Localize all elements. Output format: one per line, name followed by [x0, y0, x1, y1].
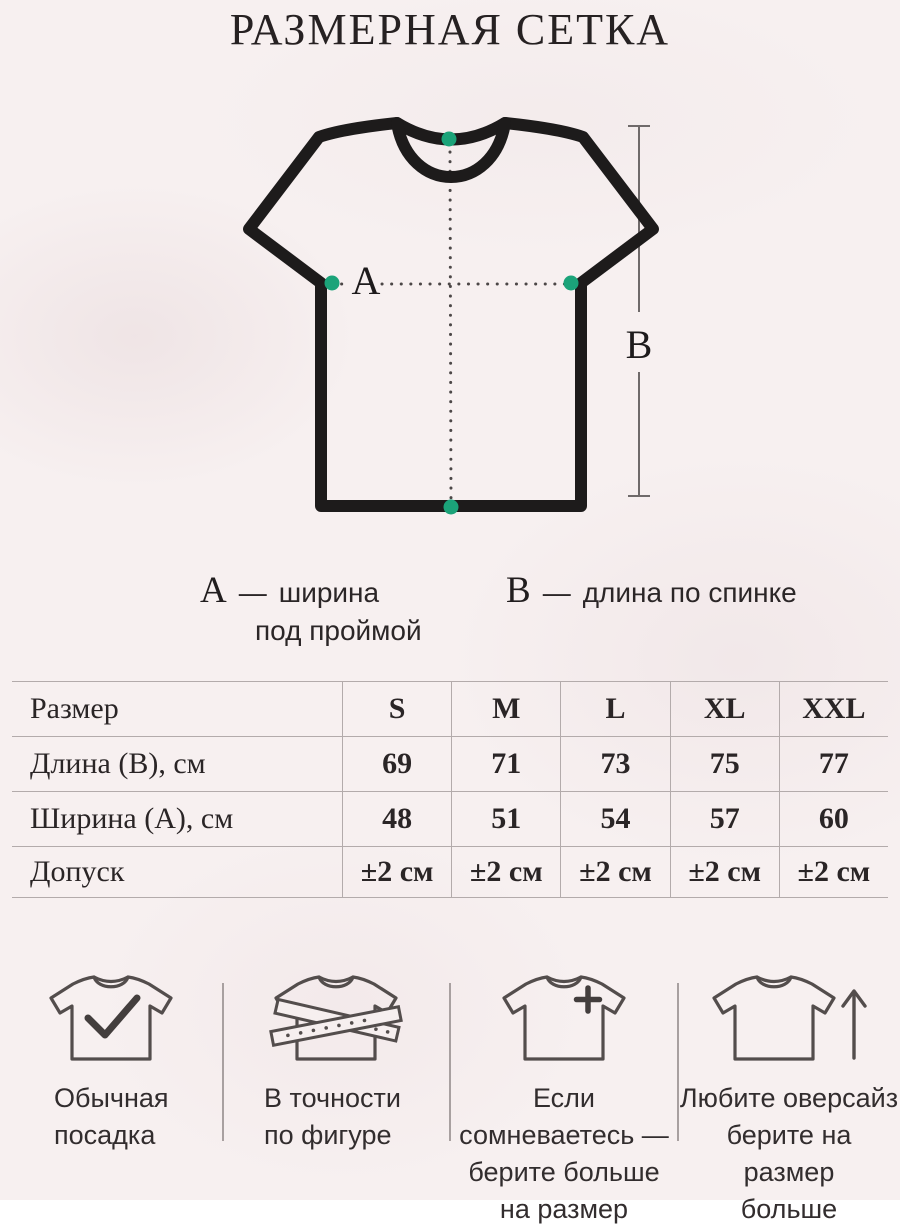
tshirt-tape-icon [261, 968, 411, 1072]
legend-width [200, 572, 422, 650]
legend-b-text: длина по спинке [582, 577, 797, 608]
table-cell: ±2 см [342, 847, 451, 897]
fit-item-regular [0, 968, 222, 1228]
legend-b-letter: В [506, 570, 531, 611]
fit-caption-line: берите больше [468, 1157, 660, 1187]
table-cell: ±2 см [670, 847, 779, 897]
table-cell: 54 [560, 792, 669, 846]
table-row-tolerance [12, 846, 888, 898]
table-cell: 71 [451, 737, 560, 791]
table-row-width [12, 791, 888, 846]
column-header-xl: XL [670, 682, 779, 736]
fit-item-exact [222, 968, 450, 1228]
table-cell: 77 [779, 737, 888, 791]
legend-a-letter: А [200, 570, 227, 611]
fit-caption-line: по фигуре [264, 1120, 392, 1150]
table-cell: 51 [451, 792, 560, 846]
table-header-label: Размер [30, 692, 119, 725]
table-cell: 57 [670, 792, 779, 846]
table-cell: 48 [342, 792, 451, 846]
table-cell: 60 [779, 792, 888, 846]
measure-point-dots [325, 132, 579, 515]
page-title: РАЗМЕРНАЯ СЕТКА [229, 5, 671, 54]
table-cell: ±2 см [779, 847, 888, 897]
table-cell: 69 [342, 737, 451, 791]
footer-divider [449, 983, 451, 1141]
checkmark-icon [88, 998, 137, 1035]
fit-caption-line: берите на размер [726, 1120, 852, 1187]
table-row-length [12, 736, 888, 791]
table-cell: ±2 см [560, 847, 669, 897]
fit-caption-line: Обычная [54, 1083, 169, 1113]
legend-a-dash: — [238, 577, 267, 608]
fit-caption-line: на размер [499, 1194, 629, 1224]
row-label: Ширина (А), см [30, 802, 234, 835]
tshirt-check-icon [36, 968, 186, 1072]
label-b: В [625, 322, 653, 367]
column-header-l: L [560, 682, 669, 736]
column-header-m: M [451, 682, 560, 736]
fit-caption-line: Любите оверсайз [679, 1083, 899, 1113]
fit-caption-line: В точности [264, 1083, 401, 1113]
row-label: Длина (В), см [30, 747, 206, 780]
legend-a-text: ширина [278, 577, 380, 608]
plus-icon [577, 988, 600, 1011]
fit-item-size-up [450, 968, 678, 1228]
fit-caption-line: посадка [54, 1120, 156, 1150]
length-b-measure-line [628, 126, 650, 496]
tshirt-arrow-icon [709, 968, 869, 1072]
tshirt-measurement-diagram [230, 100, 680, 540]
footer-divider [677, 983, 679, 1141]
legend-length [506, 572, 797, 612]
table-cell: ±2 см [451, 847, 560, 897]
size-table [12, 681, 888, 898]
table-cell: 75 [670, 737, 779, 791]
column-header-s: S [342, 682, 451, 736]
legend-b-dash: — [542, 577, 571, 608]
label-a: А [351, 258, 381, 303]
table-header-row [12, 681, 888, 736]
fit-caption-line: Если сомневаетесь — [459, 1083, 669, 1150]
fit-caption-line: больше [740, 1194, 838, 1224]
arrow-up-icon [843, 991, 865, 1058]
dotted-guide-lines [332, 152, 568, 498]
fit-item-oversize [678, 968, 900, 1228]
footer-divider [222, 983, 224, 1141]
row-label: Допуск [30, 855, 125, 888]
table-cell: 73 [560, 737, 669, 791]
tshirt-plus-icon [489, 968, 639, 1072]
column-header-xxl: XXL [779, 682, 888, 736]
legend-a-text2: под проймой [255, 615, 422, 646]
